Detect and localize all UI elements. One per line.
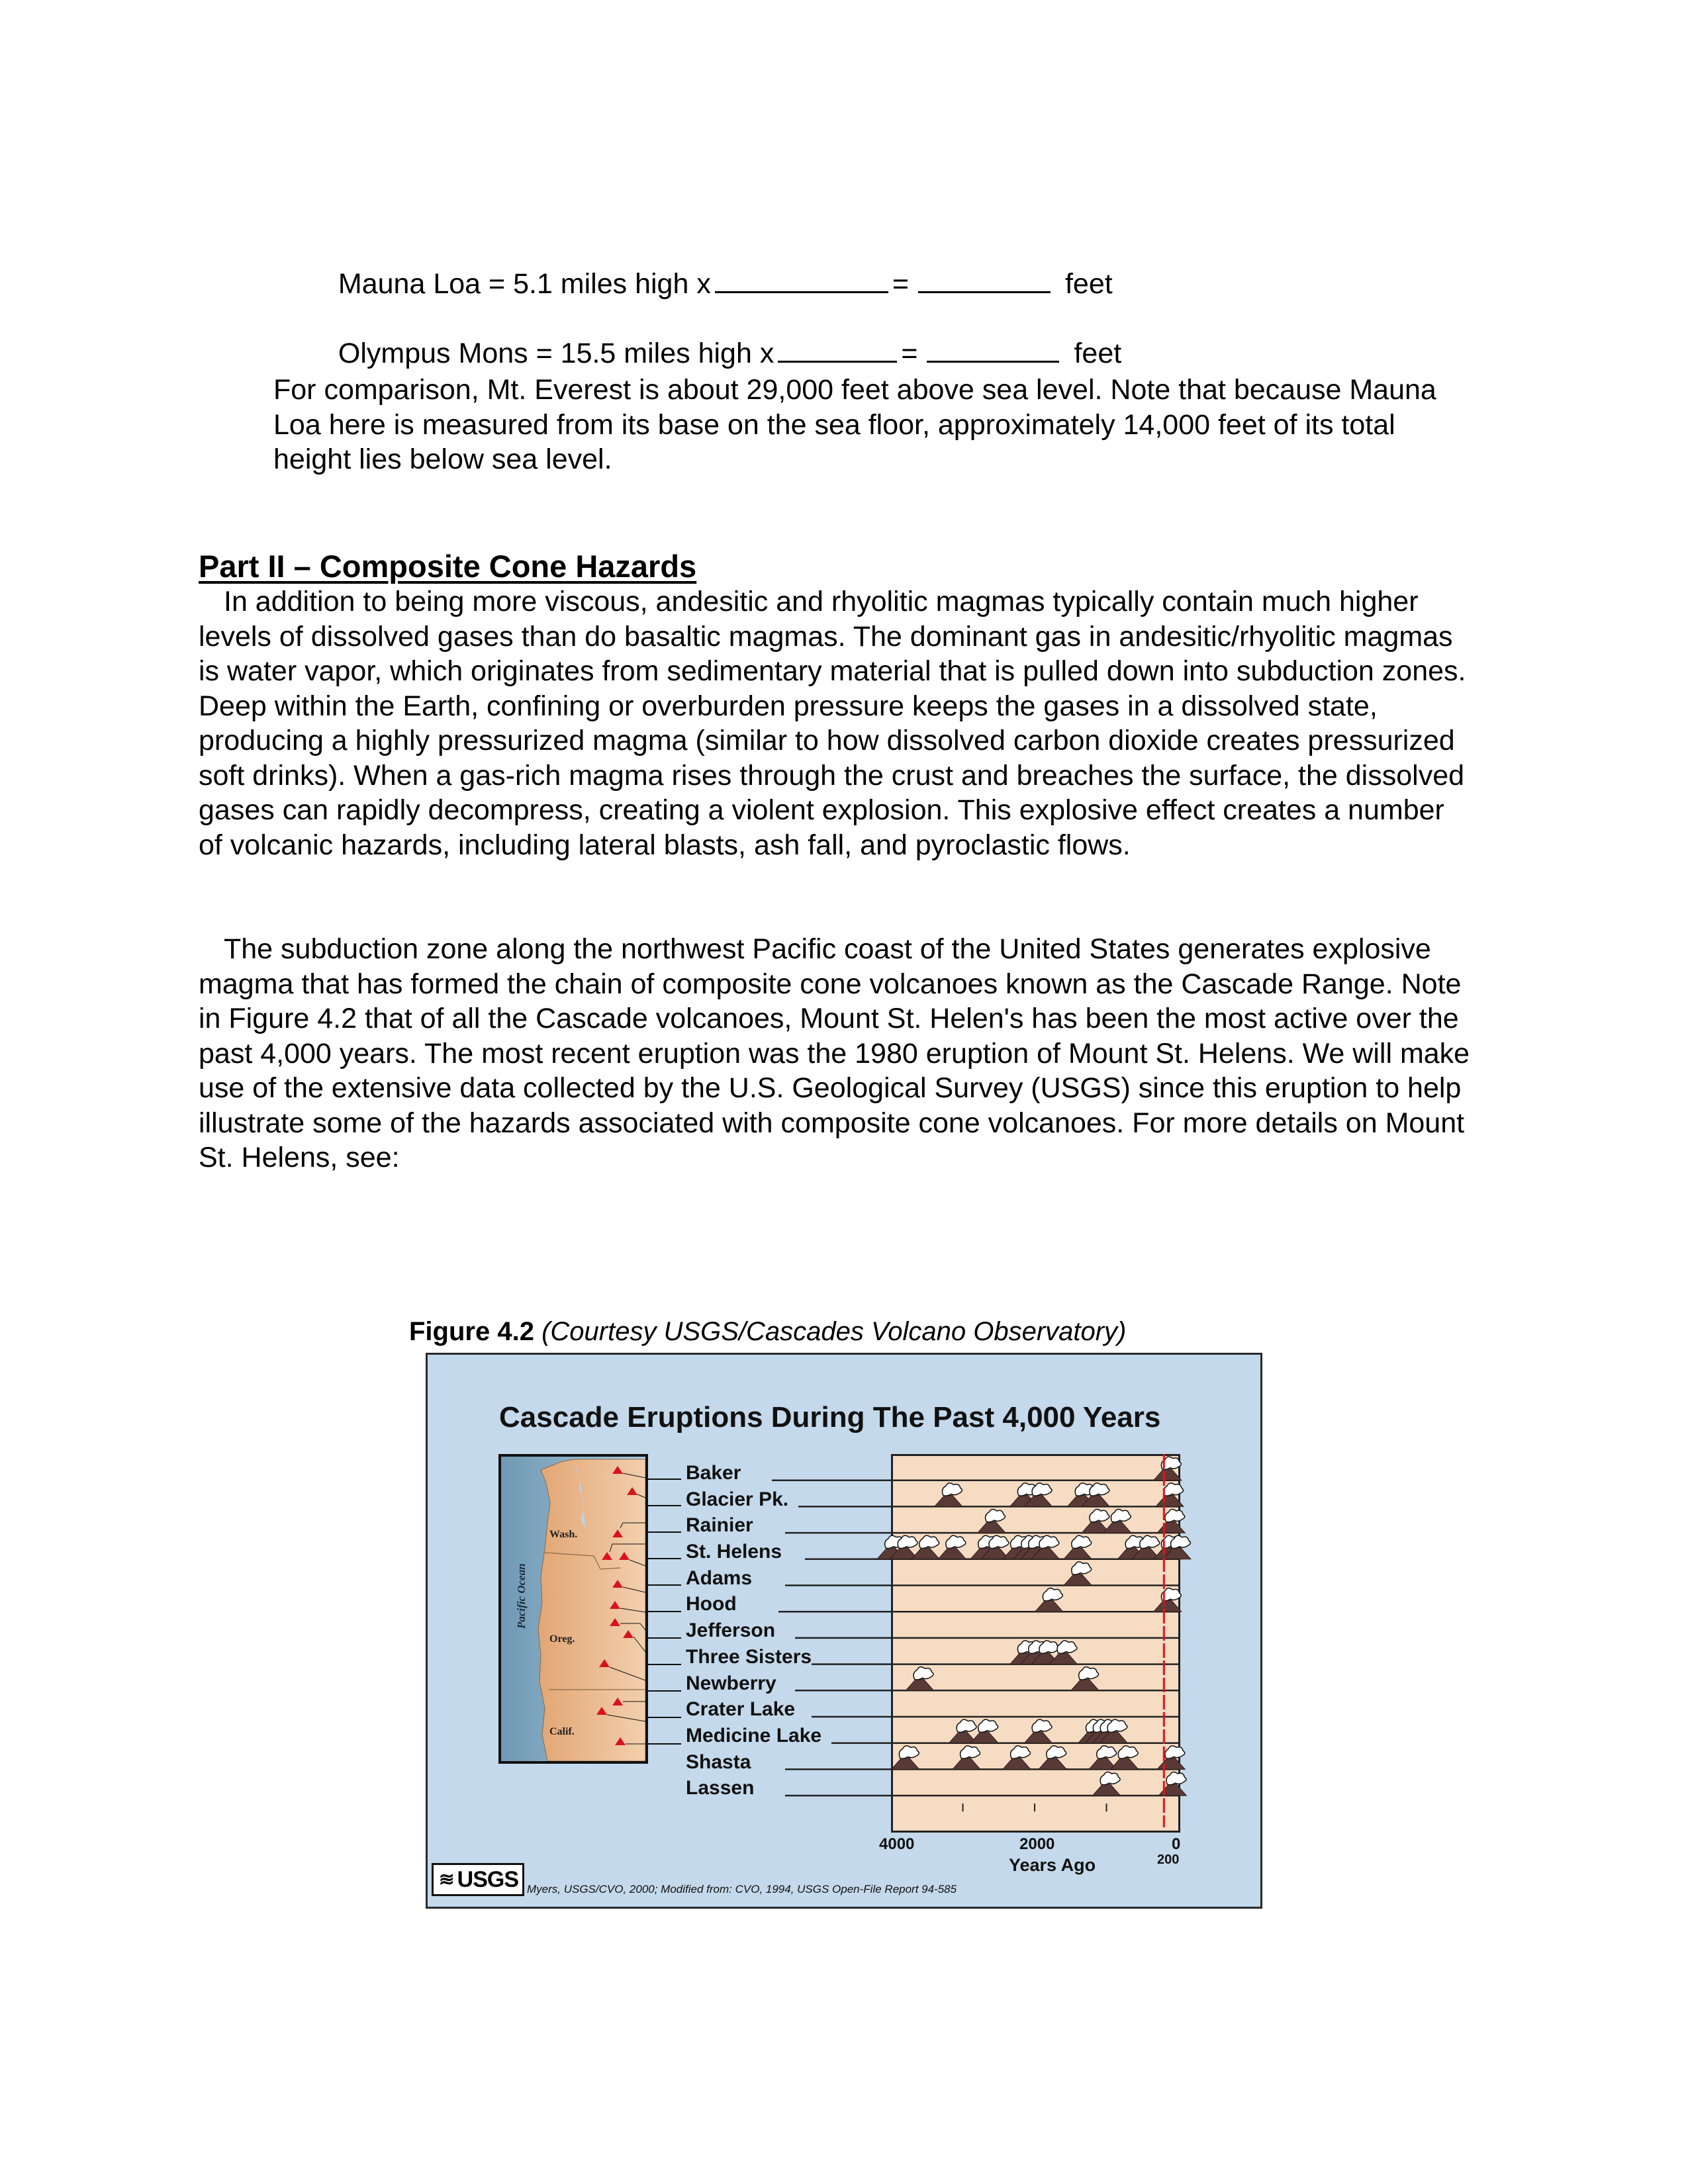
paragraph-cascade: The subduction zone along the northwest Pacific coast of the United States generates explosive magma that has formed the chain of composite cone volcanoes known as the Cascade Range. Note in Figure 4.2 that of all the Cascade volcanoes, Mount St. Helen's has been the most active over the past 4,000 years. The most recent eruption was the 1980 eruption of Mount St. Helens. We will make use of the extensive data collected by the U.S. Geological Survey (USGS) since this eruption to help illustrate some of the hazards associated with composite cone volcanoes. For more details on Mount St. Helens, see: bbox=[199, 933, 1470, 1173]
eruption-icon bbox=[1071, 1667, 1099, 1691]
figure-cascade-eruptions bbox=[426, 1353, 1262, 1909]
x-tick-label: 2000 bbox=[1019, 1835, 1055, 1853]
x-tick-label: 0 bbox=[1172, 1835, 1181, 1853]
volcano-label: Lassen bbox=[686, 1777, 755, 1799]
eruption-icon bbox=[1156, 1483, 1184, 1507]
eruption-icon bbox=[906, 1667, 933, 1691]
x-axis-label: Years Ago bbox=[1009, 1855, 1096, 1875]
answer-blank-feet[interactable] bbox=[927, 336, 1059, 363]
ocean-label: Pacific Ocean bbox=[515, 1563, 528, 1629]
eruption-icon bbox=[1035, 1588, 1063, 1612]
unit-label: feet bbox=[1074, 338, 1122, 369]
volcano-label: Medicine Lake bbox=[686, 1724, 822, 1747]
calc-prefix: Mauna Loa = 5.1 miles high x bbox=[338, 268, 711, 300]
volcano-label: Baker bbox=[686, 1462, 741, 1484]
figure-credit: Myers, USGS/CVO, 2000; Modified from: CVO, 1994, USGS Open-File Report 94-585 bbox=[527, 1883, 957, 1895]
section-heading: Part II – Composite Cone Hazards bbox=[199, 549, 697, 584]
eruption-icon bbox=[938, 1535, 966, 1559]
wash-label: Wash. bbox=[549, 1529, 578, 1540]
eruption-icon bbox=[1154, 1588, 1182, 1612]
eruption-icon bbox=[1024, 1719, 1052, 1743]
eruption-icon bbox=[1082, 1510, 1109, 1533]
eruption-icon bbox=[1003, 1746, 1031, 1770]
eruption-icon bbox=[1157, 1510, 1185, 1533]
figure-label: Figure 4.2 bbox=[409, 1317, 534, 1346]
eruption-icon bbox=[935, 1483, 962, 1507]
equals-sign: = bbox=[892, 268, 909, 300]
eruption-icon bbox=[953, 1746, 980, 1770]
volcano-label: St. Helens bbox=[686, 1541, 782, 1563]
eruption-icon bbox=[978, 1510, 1006, 1533]
eruption-icons bbox=[428, 1355, 1260, 1907]
calc-mauna-loa bbox=[322, 233, 1113, 300]
volcano-label: Newberry bbox=[686, 1672, 776, 1694]
answer-blank-multiplier[interactable] bbox=[715, 266, 888, 293]
usgs-wave-icon: ≋ bbox=[439, 1869, 454, 1889]
calif-label: Calif. bbox=[549, 1726, 575, 1737]
volcano-label: Glacier Pk. bbox=[686, 1488, 789, 1510]
x-tick-label: 4000 bbox=[879, 1835, 915, 1853]
eruption-icon bbox=[949, 1719, 977, 1743]
volcano-label: Adams bbox=[686, 1567, 753, 1589]
eruption-icon bbox=[1154, 1457, 1182, 1480]
volcano-label: Jefferson bbox=[686, 1619, 776, 1642]
calc-olympus-mons bbox=[322, 302, 1121, 370]
volcano-label: Three Sisters bbox=[686, 1645, 812, 1668]
calc-prefix: Olympus Mons = 15.5 miles high x bbox=[338, 338, 774, 369]
eruption-icon bbox=[1064, 1562, 1092, 1586]
paragraph-intro: In addition to being more viscous, andesitic and rhyolitic magmas typically contain much higher levels of dissolved gases than do basaltic magmas. The dominant gas in andesitic/rhyolitic magmas is water vapor, which originates from sedimentary material that is pulled down into subduction zones. Deep within the Earth, confining or overburden pressure keeps the gases in a dissolved state, producing a highly pressurized magma (similar to how dissolved carbon dioxide creates pressurized soft drinks). When a gas-rich magma rises through the crust and breaches the surface, the dissolved gases can rapidly decompress, creating a violent explosion. This explosive effect creates a number of volcanic hazards, including lateral blasts, ash fall, and pyroclastic flows. bbox=[199, 586, 1466, 861]
eruption-icon bbox=[1089, 1746, 1117, 1770]
usgs-logo bbox=[432, 1863, 524, 1896]
equals-sign: = bbox=[901, 338, 918, 369]
chart-title: Cascade Eruptions During The Past 4,000 Years bbox=[499, 1401, 1161, 1433]
eruption-icon bbox=[1064, 1535, 1092, 1559]
figure-caption bbox=[409, 1317, 1126, 1347]
red-line-label: 200 bbox=[1157, 1852, 1180, 1867]
eruption-icon bbox=[1157, 1746, 1185, 1770]
volcano-label: Rainier bbox=[686, 1514, 753, 1537]
usgs-logo-text: USGS bbox=[457, 1867, 518, 1892]
volcano-label: Crater Lake bbox=[686, 1698, 796, 1721]
answer-blank-multiplier[interactable] bbox=[778, 336, 897, 363]
comparison-paragraph: For comparison, Mt. Everest is about 29,000 feet above sea level. Note that because Mauna Loa here is measured from its base on the sea floor, approximately 14,000 feet of its total height lies below sea level. bbox=[273, 374, 1436, 475]
eruption-icon bbox=[1039, 1746, 1066, 1770]
volcano-label: Shasta bbox=[686, 1751, 751, 1773]
eruption-icon bbox=[1093, 1772, 1121, 1796]
eruption-icon bbox=[892, 1746, 919, 1770]
figure-courtesy: (Courtesy USGS/Cascades Volcano Observatory) bbox=[541, 1317, 1127, 1346]
oreg-label: Oreg. bbox=[549, 1633, 575, 1645]
answer-blank-feet[interactable] bbox=[918, 266, 1051, 293]
volcano-label: Hood bbox=[686, 1593, 737, 1615]
eruption-icon bbox=[1158, 1772, 1186, 1796]
unit-label: feet bbox=[1064, 268, 1113, 300]
